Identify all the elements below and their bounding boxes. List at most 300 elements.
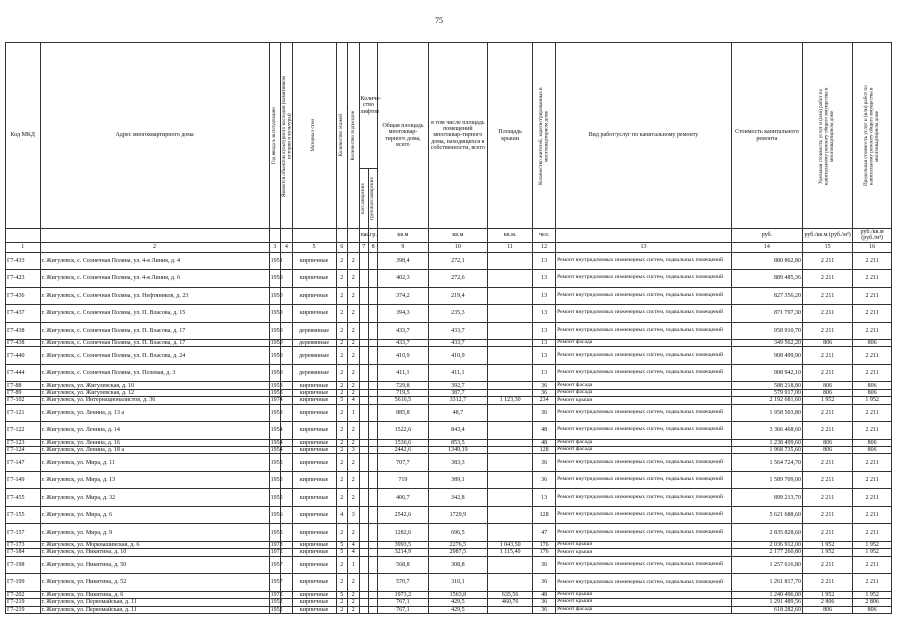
row-wall-material: кирпичные [292,252,336,270]
row-work-type: Ремонт внутридомовых инженерных систем, подвальных помещений [556,524,732,542]
row-roof-area [488,471,533,489]
row-address: г. Жигулевск, ул. Ленина, д. 18 а [40,447,269,454]
row-total-area: 433,7 [378,322,428,340]
row-total-area: 374,2 [378,287,428,305]
table-row [6,506,892,524]
header-lifts: Количе-ство лифтов [359,43,378,169]
row-entrances: 2 [348,340,360,347]
row-owned-area: 410,9 [428,347,488,365]
row-wall-material: кирпичные [292,506,336,524]
row-residents: 48 [533,591,556,598]
row-wall-material: кирпичные [292,471,336,489]
row-freight-lifts [368,454,377,472]
row-floors: 2 [336,389,348,396]
row-unit-cost: 2 211 [802,347,852,365]
column-number: 1 [6,242,41,252]
column-number: 4 [281,242,293,252]
row-limit-cost: 1 952 [853,397,892,404]
row-freight-lifts [368,471,377,489]
row-roof-area [488,322,533,340]
row-repair-cost: 1 589 709,00 [731,471,802,489]
row-limit-cost: 2 211 [853,252,892,270]
row-limit-cost: 2 211 [853,524,892,542]
row-roof-area [488,454,533,472]
row-passenger-lifts [359,506,368,524]
row-code: Г7-423 [6,270,41,288]
row-year: 1950 [269,347,281,365]
row-address: г. Жигулевск, ул. Мира, д. 13 [40,471,269,489]
row-passenger-lifts [359,591,368,598]
row-passenger-lifts [359,454,368,472]
row-owned-area: 429,5 [428,606,488,613]
row-repair-cost: 889 485,36 [731,270,802,288]
unit-limit-cost: руб./кв.м (руб./м³) [853,229,892,243]
table-row [6,591,892,598]
row-floors: 2 [336,305,348,323]
row-floors: 2 [336,447,348,454]
row-entrances: 2 [348,454,360,472]
row-roof-area [488,422,533,440]
table-body [6,252,892,613]
row-year: 1957 [269,556,281,574]
row-work-type: Ремонт внутридомовых инженерных систем, подвальных помещений [556,364,732,382]
table-row [6,422,892,440]
row-owned-area: 433,7 [428,340,488,347]
row-code: Г7-184 [6,549,41,556]
row-unit-cost: 2 211 [802,252,852,270]
row-freight-lifts [368,382,377,389]
row-residents: 36 [533,599,556,606]
row-total-area: 3214,9 [378,549,428,556]
row-repair-cost: 908 499,90 [731,347,802,365]
row-unit-cost: 806 [802,447,852,454]
table-row [6,305,892,323]
row-owned-area: 433,7 [428,322,488,340]
row-entrances: 4 [348,549,360,556]
row-entrances: 2 [348,524,360,542]
unit-cell [6,229,41,243]
unit-owned-area: кв.м [428,229,488,243]
row-entrances: 4 [348,397,360,404]
row-roof-area [488,382,533,389]
row-work-type: Ремонт внутридомовых инженерных систем, подвальных помещений [556,404,732,422]
row-owned-area: 272,6 [428,270,488,288]
row-owned-area: 853,5 [428,439,488,446]
row-residents: 36 [533,382,556,389]
row-floors: 4 [336,506,348,524]
table-row [6,439,892,446]
row-year: 1953 [270,389,283,396]
row-passenger-lifts [359,389,368,396]
row-limit-cost: 806 [853,447,892,454]
row-entrances: 3 [348,506,360,524]
header-work-type: Вид работ/услуг по капитальному ремонту [556,43,732,229]
row-passenger-lifts [359,606,368,613]
row-wall-material: кирпичные [292,439,336,446]
row-address: г. Жигулевск, ул. Жигулевская, д. 10 [40,382,269,389]
row-code: Г7-102 [6,397,41,404]
table-row [6,252,892,270]
row-code: Г7-202 [6,591,41,598]
row-address: г. Жигулевск, с. Солнечная Поляна, ул. П. Власова, д. 17 [40,322,269,340]
row-work-type: Ремонт внутридомовых инженерных систем, подвальных помещений [556,287,732,305]
row-work-type: Ремонт внутридомовых инженерных систем, подвальных помещений [556,252,732,270]
unit-lift-passenger: пас. [359,229,368,243]
row-repair-cost: 827 356,20 [731,287,802,305]
row-work-type: Ремонт внутридомовых инженерных систем, подвальных помещений [556,347,732,365]
row-work-type: Ремонт внутридомовых инженерных систем, подвальных помещений [556,489,732,507]
unit-lift-freight: гр. [368,229,377,243]
row-floors: 2 [336,599,348,606]
row-entrances: 4 [348,541,360,548]
row-floors: 2 [336,270,348,288]
row-year: 1955 [269,471,281,489]
row-entrances: 2 [348,252,360,270]
row-total-area: 2542,6 [378,506,428,524]
row-year: 1950 [269,364,281,382]
row-total-area: 410,9 [378,347,428,365]
unit-cell [281,229,293,243]
row-unit-cost: 2 211 [802,524,852,542]
row-unit-cost: 806 [802,340,852,347]
row-freight-lifts [368,556,377,574]
row-unit-cost: 2 211 [802,489,852,507]
row-limit-cost: 806 [853,606,892,613]
row-passenger-lifts [359,364,368,382]
unit-total-area: кв.м [378,229,428,243]
row-unit-cost: 2 211 [802,556,852,574]
header-freight-lifts: грузопассажирских [368,169,377,229]
row-year: 1955 [269,454,281,472]
row-floors: 2 [336,574,348,592]
row-passenger-lifts [359,574,368,592]
row-repair-cost: 1 257 616,80 [731,556,802,574]
column-number: 5 [292,242,336,252]
row-work-type: Ремонт внутридомовых инженерных систем, подвальных помещений [556,305,732,323]
header-limit-cost: Предельная стоимость услуг и (или) работ по капитальному ремонту общего имущества в многоквартирном доме [853,43,892,229]
column-number: 7 [359,242,368,252]
row-code: Г7-89 [6,389,41,396]
row-work-type: Ремонт фасада [556,606,732,613]
column-number: 12 [533,242,556,252]
row-unit-cost: 2 211 [802,506,852,524]
row-wall-material: кирпичные [292,389,336,396]
row-freight-lifts [368,506,377,524]
column-number: 16 [853,242,892,252]
table-row [6,347,892,365]
unit-cell [556,229,732,243]
row-limit-cost: 2 211 [853,556,892,574]
row-repair-cost: 2 192 681,60 [731,397,802,404]
row-limit-cost: 1 952 [853,591,892,598]
row-repair-cost: 1 291 489,56 [731,599,802,606]
row-work-type: Ремонт крыши [556,541,732,548]
row-residents: 13 [533,347,556,365]
row-total-area: 5616,5 [378,397,428,404]
row-freight-lifts [368,606,377,613]
row-year: 1952 [270,599,283,606]
row-wall-material: кирпичные [292,489,336,507]
row-repair-cost: 3 366 468,60 [731,422,802,440]
row-code: Г7-155 [6,506,41,524]
row-work-type: Ремонт фасада [556,389,732,396]
row-address: г. Жигулевск, с. Солнечная Поляна, ул. П. Власова, д. 24 [40,347,269,365]
row-limit-cost: 2 211 [853,305,892,323]
column-number: 3 [269,242,281,252]
row-wall-material: деревянные [292,322,336,340]
row-roof-area [488,506,533,524]
row-entrances: 2 [348,471,360,489]
row-year: 1950 [269,287,281,305]
row-repair-cost: 1 564 724,70 [731,454,802,472]
row-owned-area: 342,8 [428,489,488,507]
row-work-type: Ремонт внутридомовых инженерных систем, подвальных помещений [556,322,732,340]
row-limit-cost: 2 211 [853,322,892,340]
row-freight-lifts [368,574,377,592]
row-address: г. Жигулевск, ул. Жигулевская, д. 12 [40,389,269,396]
row-work-type: Ремонт внутридомовых инженерных систем, подвальных помещений [556,506,732,524]
row-wall-material: кирпичные [292,549,336,556]
row-repair-cost: 958 910,70 [731,322,802,340]
row-repair-cost: 2 036 912,00 [731,541,802,548]
row-roof-area: 460,76 [488,599,533,606]
row-roof-area [488,389,533,396]
row-total-area: 406,7 [378,489,428,507]
row-unit-cost: 2 211 [802,287,852,305]
row-address: г. Жигулевск, ул. Мира, д. 9 [40,524,269,542]
row-repair-cost: 349 562,20 [731,340,802,347]
row-code: Г7-438 [6,340,41,347]
row-residents: 128 [533,447,556,454]
row-freight-lifts [368,541,377,548]
row-entrances: 2 [348,389,360,396]
row-passenger-lifts [359,347,368,365]
row-wall-material: кирпичные [292,422,336,440]
row-freight-lifts [368,404,377,422]
row-wall-material: кирпичные [292,305,336,323]
row-wall-material: кирпичные [292,599,336,606]
row-freight-lifts [368,549,377,556]
row-residents: 36 [533,454,556,472]
row-unit-cost: 2 211 [802,422,852,440]
row-address: г. Жигулевск, ул. Мира, д. 6 [40,506,269,524]
row-roof-area [488,305,533,323]
row-residents: 128 [533,506,556,524]
row-code: Г7-198 [6,556,41,574]
row-owned-area: 1729,9 [428,506,488,524]
row-year: 1974 [270,397,283,404]
row-roof-area [488,340,533,347]
row-address: г. Жигулевск, ул. Никитина, д. 50 [40,556,269,574]
row-work-type: Ремонт фасада [556,447,732,454]
row-wall-material: кирпичные [292,447,336,454]
row-work-type: Ремонт внутридомовых инженерных систем, подвальных помещений [556,471,732,489]
row-wall-material: кирпичные [292,606,336,613]
row-limit-cost: 806 [853,439,892,446]
row-residents: 176 [533,541,556,548]
column-number: 15 [802,242,852,252]
row-wall-material: кирпичные [292,541,336,548]
row-year: 1951 [269,252,281,270]
row-repair-cost: 588 218,80 [731,382,802,389]
row-floors: 2 [336,556,348,574]
row-entrances: 1 [348,404,360,422]
column-number: 11 [488,242,533,252]
row-total-area: 402,3 [378,270,428,288]
row-code: Г7-219 [6,606,41,613]
row-address: г. Жигулевск, ул. Никитина, д. 10 [40,549,269,556]
row-total-area: 570,7 [378,574,428,592]
row-entrances: 2 [348,347,360,365]
row-freight-lifts [368,447,377,454]
row-repair-cost: 1 958 503,80 [731,404,802,422]
row-owned-area: 219,4 [428,287,488,305]
row-address: г. Жигулевск, ул. Ленина, д. 16 [40,439,269,446]
table-row [6,397,892,404]
row-floors: 5 [336,591,348,598]
row-floors: 2 [336,524,348,542]
row-passenger-lifts [359,447,368,454]
table-row [6,541,892,548]
row-wall-material: кирпичные [292,524,336,542]
row-freight-lifts [368,270,377,288]
row-owned-area: 3312,7 [428,397,488,404]
row-owned-area: 843,4 [428,422,488,440]
row-floors: 5 [336,549,348,556]
row-residents: 13 [533,364,556,382]
row-residents: 13 [533,340,556,347]
row-repair-cost: 908 942,10 [731,364,802,382]
row-repair-cost: 1 238 499,60 [731,439,802,446]
row-owned-area: 48,7 [428,404,488,422]
row-total-area: 2442,6 [378,447,428,454]
row-wall-material: деревянные [292,347,336,365]
header-code: Код МКД [6,43,41,229]
row-address: г. Жигулевск, с. Солнечная Поляна, ул. Полевая, д. 3 [40,364,269,382]
row-passenger-lifts [359,439,368,446]
row-total-area: 398,4 [378,252,428,270]
row-address: г. Жигулевск, с. Солнечная Поляна, ул. Нефтяников, д. 23 [40,287,269,305]
row-residents: 176 [533,549,556,556]
row-code: Г7-147 [6,454,41,472]
row-year: 1953 [270,382,283,389]
row-limit-cost: 2 211 [853,454,892,472]
row-limit-cost: 2 211 [853,270,892,288]
row-residents: 36 [533,556,556,574]
row-entrances: 2 [348,364,360,382]
row-roof-area [488,252,533,270]
page-number: 75 [435,16,443,25]
row-freight-lifts [368,389,377,396]
unit-cell [348,229,360,243]
row-unit-cost: 1 952 [802,549,852,556]
row-year: 1956 [269,506,281,524]
row-total-area: 767,1 [378,599,428,606]
row-unit-cost: 2 211 [802,322,852,340]
row-wall-material: кирпичные [292,397,336,404]
column-number: 8 [368,242,377,252]
table-row [6,556,892,574]
column-number: 10 [428,242,488,252]
column-number: 14 [731,242,802,252]
row-entrances: 2 [348,382,360,389]
row-work-type: Ремонт внутридомовых инженерных систем, подвальных помещений [556,556,732,574]
row-repair-cost: 579 917,00 [731,389,802,396]
row-address: г. Жигулевск, ул. Ленина, д. 14 [40,422,269,440]
row-code: Г7-199 [6,574,41,592]
row-owned-area: 411,1 [428,364,488,382]
row-code: Г7-124 [6,447,41,454]
row-total-area: 707,7 [378,454,428,472]
row-limit-cost: 2 211 [853,287,892,305]
row-wall-material: кирпичные [292,556,336,574]
row-repair-cost: 899 213,70 [731,489,802,507]
row-unit-cost: 1 952 [802,397,852,404]
unit-cell [40,229,269,243]
column-number: 6 [336,242,348,252]
row-residents: 13 [533,305,556,323]
row-residents: 234 [533,397,556,404]
row-unit-cost: 806 [802,606,852,613]
row-unit-cost: 806 [802,382,852,389]
row-entrances: 2 [348,574,360,592]
row-work-type: Ремонт крыши [556,599,732,606]
row-repair-cost: 1 968 735,60 [731,447,802,454]
row-roof-area [488,270,533,288]
row-floors: 2 [336,252,348,270]
row-limit-cost: 2 211 [853,347,892,365]
row-year: 1952 [270,606,283,613]
row-entrances: 2 [348,305,360,323]
row-work-type: Ремонт внутридомовых инженерных систем, подвальных помещений [556,574,732,592]
header-year: Год ввода в эксплуатацию [269,43,281,229]
row-passenger-lifts [359,599,368,606]
header-passenger-lifts: пассажирских [359,169,368,229]
row-unit-cost: 806 [802,439,852,446]
row-address: г. Жигулевск, с. Солнечная Поляна, ул. П. Власова, д. 17 [40,340,269,347]
row-address: г. Жигулевск, ул. Ленина, д. 13 а [40,404,269,422]
unit-cell [269,229,281,243]
unit-cell [292,229,336,243]
row-code: Г7-444 [6,364,41,382]
column-number: 13 [556,242,732,252]
row-entrances: 2 [348,270,360,288]
header-total-area: Общая площадь многоквар-тирного дома, всего [378,43,428,229]
row-work-type: Ремонт крыши [556,397,732,404]
row-residents: 36 [533,389,556,396]
row-total-area: 568,8 [378,556,428,574]
row-address: г. Жигулевск, с. Солнечная Поляна, ул. 4-я Линия, д. 4 [40,252,269,270]
row-residents: 13 [533,270,556,288]
row-code: Г7-149 [6,471,41,489]
row-floors: 2 [336,454,348,472]
row-owned-area: 235,3 [428,305,488,323]
row-roof-area: 1 123,30 [488,397,533,404]
row-residents: 13 [533,322,556,340]
row-floors: 2 [336,322,348,340]
table-row [6,471,892,489]
row-limit-cost: 2 211 [853,422,892,440]
unit-unit-cost: руб./кв.м (руб./м³) [802,229,852,243]
row-work-type: Ремонт внутридомовых инженерных систем, подвальных помещений [556,422,732,440]
row-passenger-lifts [359,471,368,489]
row-code: Г7-433 [6,252,41,270]
row-freight-lifts [368,489,377,507]
row-repair-cost: 880 862,80 [731,252,802,270]
table-row [6,524,892,542]
row-repair-cost: 871 797,30 [731,305,802,323]
header-address: Адрес многоквартирного дома [40,43,269,229]
